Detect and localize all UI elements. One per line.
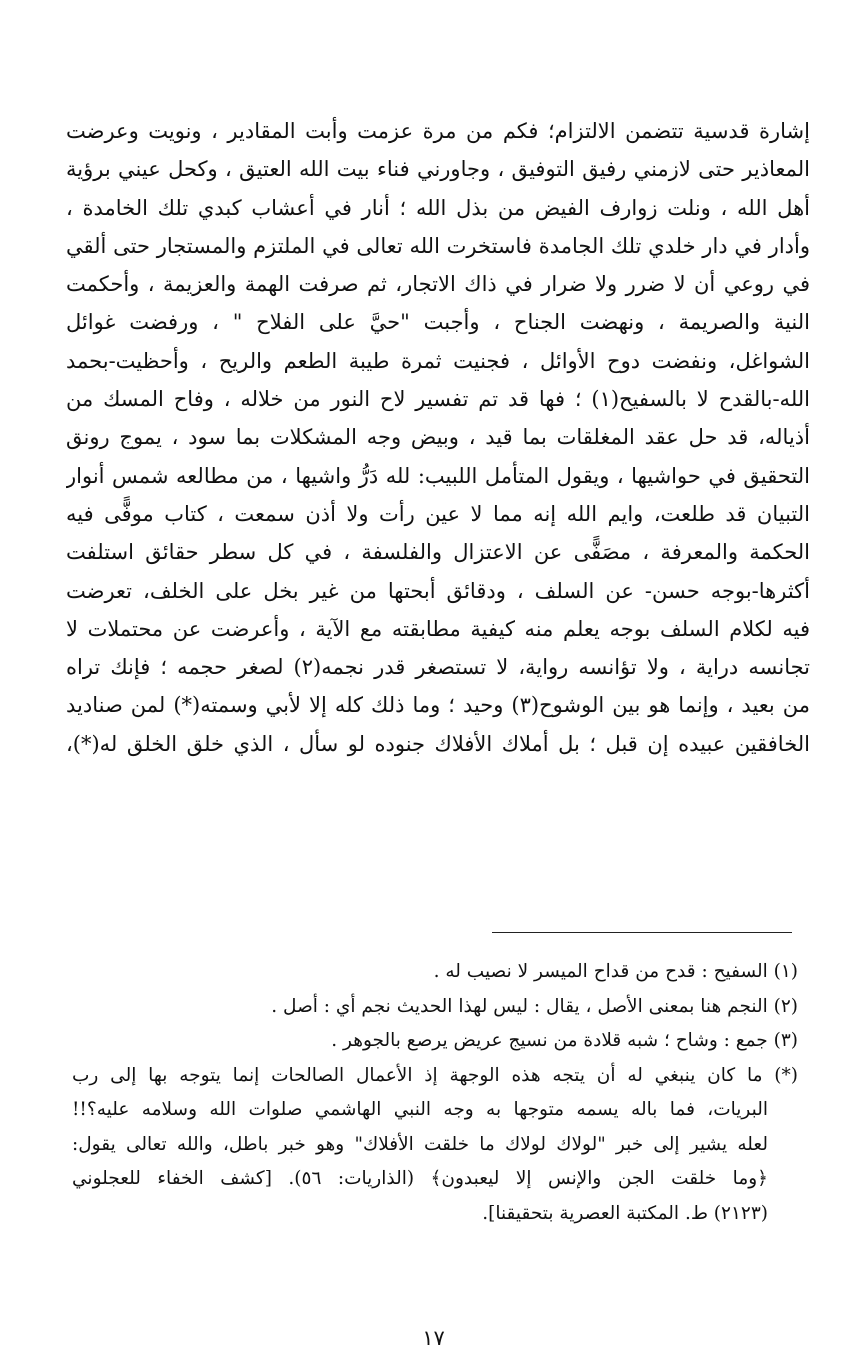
text-line: الله-بالقدح لا بالسفيح(١) ؛ فها قد تم تفسير لاح النور من خلاله ، وفاح المسك من	[66, 387, 810, 412]
text-line: تجانسه دراية ، ولا تؤانسه رواية، لا تستصغر قدر نجمه(٢) لصغر حجمه ؛ فإنك تراه	[66, 655, 810, 680]
text-line: الشواغل، ونفضت دوح الأوائل ، فجنيت ثمرة طيبة الطعم والريح ، وأحظيت-بحمد	[66, 348, 810, 373]
footnotes	[72, 955, 798, 1231]
text-line: الحكمة والمعرفة ، مصَفًّى عن الاعتزال والفلسفة ، في كل سطر حقائق استلفت	[66, 540, 810, 565]
text-line: التبيان قد طلعت، وايم الله إنه مما لا عين رأت ولا أذن سمعت ، كتاب موفًّى فيه	[66, 501, 810, 526]
footnote-3: (٣) جمع : وشاح ؛ شبه قلادة من نسيج عريض يرصع بالجوهر .	[331, 1030, 798, 1051]
text-line: فيه لكلام السلف بوجه يعلم منه كيفية مطابقته مع الآية ، وأعرضت عن محتملات لا	[66, 616, 810, 641]
text-line: في روعي أن لا ضرر ولا ضرار في ذاك الاتجار، ثم صرفت الهمة والعزيمة ، وأحكمت	[66, 272, 810, 297]
text-line: وأدار في دار خلدي تلك الجامدة فاستخرت الله تعالى في الملتزم والمستجار حتى ألقي	[66, 233, 810, 258]
text-line: النية والصريمة ، ونهضت الجناح ، وأجبت "حيَّ على الفلاح " ، ورفضت غوائل	[66, 310, 810, 335]
text-line: إشارة قدسية تتضمن الالتزام؛ فكم من مرة عزمت وأبت المقادير ، ونويت وعرضت	[66, 119, 810, 143]
editor-note-line: ﴿وما خلقت الجن والإنس إلا ليعبدون﴾ (الذاريات: ٥٦). [كشف الخفاء للعجلوني	[72, 1168, 768, 1189]
editor-note-line: (٢١٢٣) ط. المكتبة العصرية بتحقيقنا].	[482, 1202, 768, 1224]
page-number: ١٧	[422, 1326, 445, 1350]
text-line: أكثرها-بوجه حسن- عن السلف ، ودقائق أبحتها من غير بخل على الخلف، تعرضت	[66, 578, 810, 603]
text-line: التحقيق في حواشيها ، ويقول المتأمل اللبيب: لله دَرُّ واشيها ، من مطالعه شمس أنوار	[66, 463, 810, 488]
footnote-1: (١) السفيح : قدح من قداح الميسر لا نصيب له .	[433, 961, 798, 982]
editor-note-line: (*) ما كان ينبغي له أن يتجه هذه الوجهة إذ الأعمال الصالحات إنما يتوجه بها إلى رب	[72, 1064, 798, 1086]
body-text	[66, 112, 810, 763]
text-line: أذياله، قد حل عقد المغلقات بما قيد ، وبيض وجه المشكلات بما سود ، يموج رونق	[66, 425, 810, 450]
text-line: من بعيد ، وإنما هو بين الوشوح(٣) وحيد ؛ وما ذلك كله إلا لأبي وسمته(*) لمن صناديد	[66, 693, 810, 718]
editor-note-line: البريات، فما باله يسمه متوجها به وجه النبي الهاشمي صلوات الله وسلامه عليه؟!!	[72, 1099, 768, 1120]
footnote-2: (٢) النجم هنا بمعنى الأصل ، يقال : ليس لهذا الحديث نجم أي : أصل .	[271, 995, 798, 1017]
text-line: أهل الله ، ونلت زوارف الفيض من بذل الله ؛ أنار في أعشاب كبدي تلك الخامدة ،	[66, 195, 810, 220]
text-line: الخافقين عبيده إن قبل ؛ بل أملاك الأفلاك جنوده لو سأل ، الذي خلق الخلق له(*)،	[66, 731, 810, 756]
footnote-divider	[492, 932, 792, 933]
editor-note-line: لعله يشير إلى خبر "لولاك لولاك ما خلقت الأفلاك" وهو خبر باطل، والله تعالى يقول:	[72, 1133, 768, 1155]
text-line: المعاذير حتى لازمني رفيق التوفيق ، وجاورني فناء بيت الله العتيق ، وكحل عيني برؤية	[66, 157, 810, 182]
